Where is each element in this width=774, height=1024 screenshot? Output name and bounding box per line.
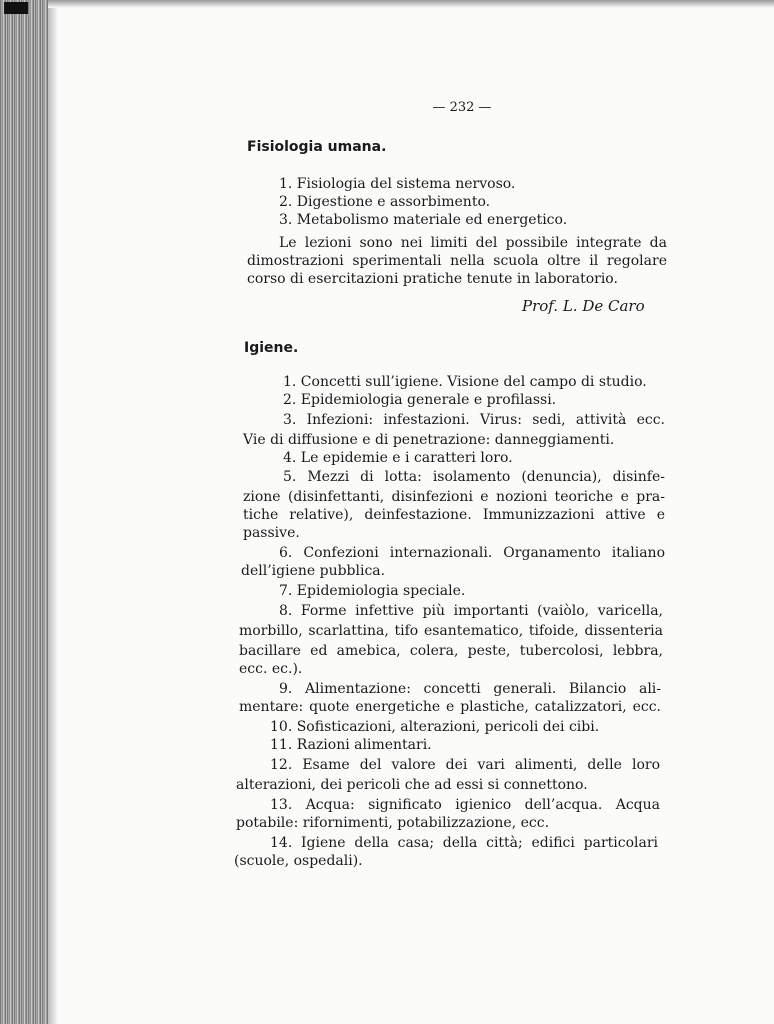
signature: Prof. L. De Caro [522,297,645,315]
list-item-continued: zione (disinfettanti, disinfezioni e nozioni teoriche e pra- [243,489,665,505]
list-item: 14. Igiene della casa; della città; edifici particolari [270,835,658,851]
list-item-continued: passive. [243,525,300,541]
list-item: 2. Epidemiologia generale e profilassi. [283,392,557,408]
section-heading-igiene: Igiene. [244,340,299,356]
list-item-continued: tiche relative), deinfestazione. Immunizzazioni attive e [243,507,665,523]
list-item: 1. Concetti sull’igiene. Visione del campo di studio. [283,374,647,390]
list-item-continued: mentare: quote energetiche e plastiche, catalizzatori, ecc. [239,699,661,715]
book-binding [0,0,48,1024]
list-item-continued: bacillare ed amebica, colera, peste, tubercolosi, lebbra, [239,643,663,659]
paragraph-line: corso di esercitazioni pratiche tenute in laboratorio. [247,271,618,287]
list-item-continued: Vie di diffusione e di penetrazione: danneggiamenti. [243,432,615,448]
list-item-continued: dell’igiene pubblica. [241,563,386,579]
list-item: 7. Epidemiologia speciale. [279,583,466,599]
list-item: 3. Infezioni: infestazioni. Virus: sedi, attività ecc. [283,412,665,428]
list-item-continued: alterazioni, dei pericoli che ad essi si connettono. [236,777,588,793]
list-item: 5. Mezzi di lotta: isolamento (denuncia), disinfe- [283,469,665,485]
list-item: 4. Le epidemie e i caratteri loro. [283,450,513,466]
list-item: 10. Sofisticazioni, alterazioni, pericoli dei cibi. [270,719,600,735]
list-item: 11. Razioni alimentari. [270,737,432,753]
paragraph-line: Le lezioni sono nei limiti del possibile integrate da [279,235,667,251]
list-item: 3. Metabolismo materiale ed energetico. [279,212,568,228]
corner-mark [4,2,28,14]
list-item: 1. Fisiologia del sistema nervoso. [279,176,516,192]
paragraph-line: dimostrazioni sperimentali nella scuola oltre il regolare [247,253,667,269]
section-heading-fisiologia: Fisiologia umana. [247,139,387,155]
binding-shadow [48,0,58,1024]
list-item-continued: morbillo, scarlattina, tifo esantematico, tifoide, dissenteria [239,623,663,639]
list-item-continued: (scuole, ospedali). [234,853,363,869]
page-number: — 232 — [432,100,492,115]
list-item: 13. Acqua: significato igienico dell’acqua. Acqua [270,797,660,813]
list-item: 12. Esame del valore dei vari alimenti, delle loro [270,757,660,773]
list-item: 9. Alimentazione: concetti generali. Bilancio ali- [279,681,661,697]
list-item: 8. Forme infettive più importanti (vaiòlo, varicella, [279,603,663,619]
list-item: 6. Confezioni internazionali. Organamento italiano [279,545,665,561]
list-item-continued: potabile: rifornimenti, potabilizzazione, ecc. [236,815,550,831]
list-item-continued: ecc. ec.). [239,661,303,677]
list-item: 2. Digestione e assorbimento. [279,194,491,210]
page-top-edge [48,0,774,8]
